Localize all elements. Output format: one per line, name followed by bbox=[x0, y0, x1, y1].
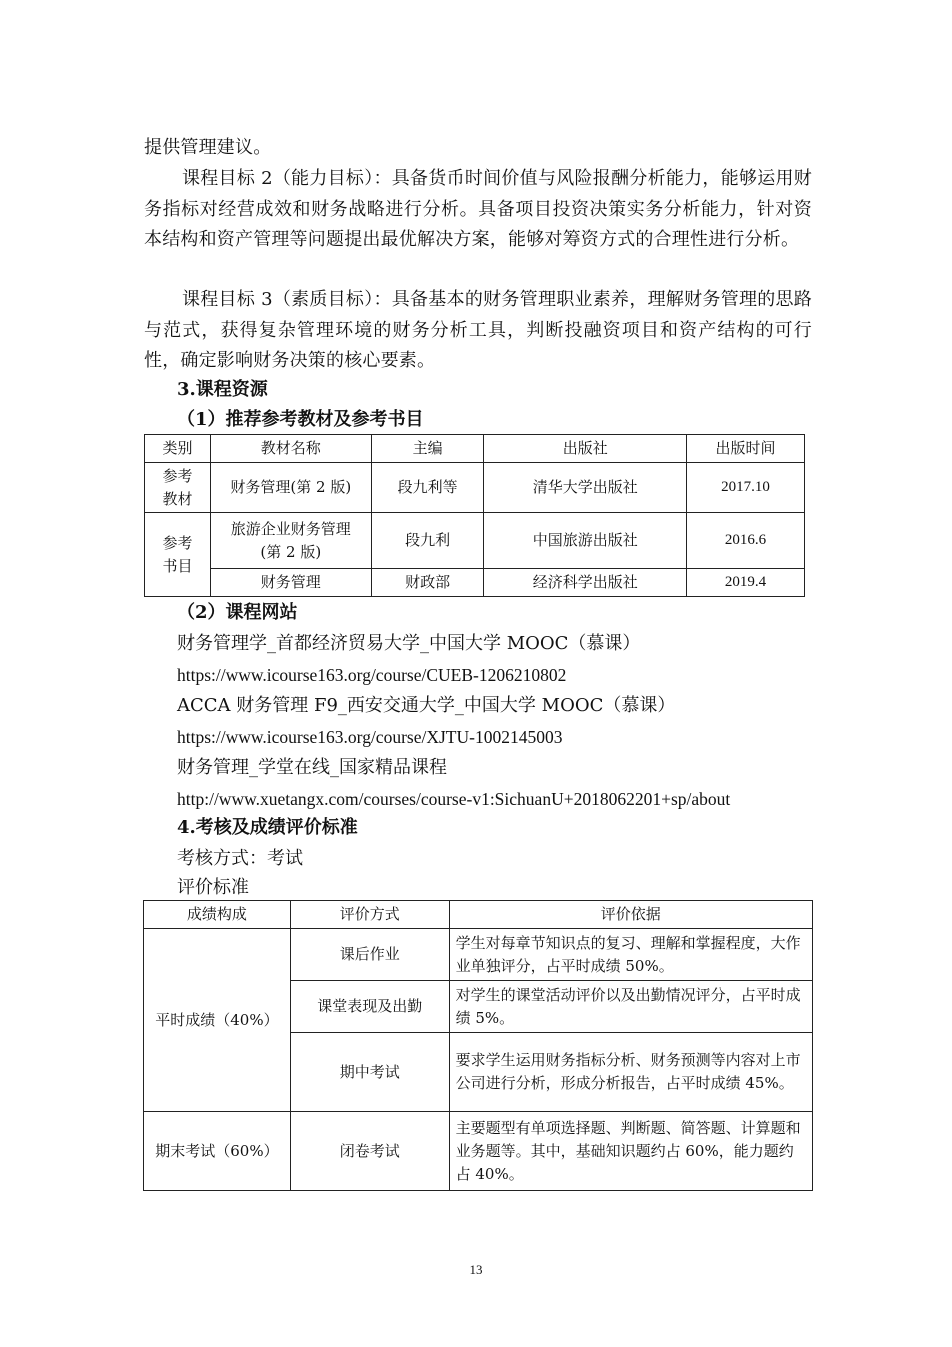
table-header-row bbox=[145, 435, 805, 463]
website-url-link[interactable]: http://www.xuetangx.com/courses/course-v1:SichuanU+2018062201+sp/about bbox=[177, 789, 731, 809]
paragraph-intro-tail: 提供管理建议。 bbox=[144, 137, 272, 158]
website-name: 财务管理_学堂在线_国家精品课程 bbox=[177, 757, 447, 778]
component-cell: 平时成绩（40%） bbox=[144, 929, 291, 1112]
textbooks-table bbox=[144, 434, 805, 597]
column-header: 出版时间 bbox=[687, 435, 805, 463]
basis-cell: 学生对每章节知识点的复习、理解和掌握程度，大作业单独评分，占平时成绩 50%。 bbox=[449, 929, 812, 981]
title-cell: 财务管理 bbox=[210, 569, 371, 597]
paragraph-course-goal-3: 课程目标 3（素质目标）：具备基本的财务管理职业素养，理解财务管理的思路与范式，获得复杂管理环境的财务分析工具，判断投融资项目和资产结构的可行性，确定影响财务决策的核心要素。 bbox=[144, 289, 812, 371]
date-cell: 2017.10 bbox=[687, 463, 805, 513]
publisher-cell: 清华大学出版社 bbox=[484, 463, 687, 513]
section-heading-resources: 3.课程资源 bbox=[177, 379, 268, 400]
category-cell: 参考书目 bbox=[145, 513, 211, 597]
column-header: 评价方式 bbox=[290, 901, 449, 929]
table-row bbox=[144, 1112, 813, 1191]
editor-cell: 段九利等 bbox=[371, 463, 484, 513]
date-cell: 2016.6 bbox=[687, 513, 805, 569]
table-row bbox=[144, 929, 813, 981]
title-cell: 旅游企业财务管理(第 2 版) bbox=[210, 513, 371, 569]
section-heading-assessment: 4.考核及成绩评价标准 bbox=[177, 817, 358, 838]
website-url-link[interactable]: https://www.icourse163.org/course/XJTU-1002145003 bbox=[177, 727, 563, 747]
method-cell: 期中考试 bbox=[290, 1033, 449, 1112]
page-number: 13 bbox=[469, 1262, 483, 1277]
method-cell: 闭卷考试 bbox=[290, 1112, 449, 1191]
publisher-cell: 经济科学出版社 bbox=[484, 569, 687, 597]
paragraph-course-goal-2: 课程目标 2（能力目标）：具备货币时间价值与风险报酬分析能力，能够运用财务指标对经营成效和财务战略进行分析。具备项目投资决策实务分析能力，针对资本结构和资产管理等问题提出最优解决方案，能够对筹资方式的合理性进行分析。 bbox=[144, 168, 812, 250]
website-name: 财务管理学_首都经济贸易大学_中国大学 MOOC（慕课） bbox=[177, 633, 641, 654]
subheading-websites: （2）课程网站 bbox=[177, 602, 298, 623]
website-name: ACCA 财务管理 F9_西安交通大学_中国大学 MOOC（慕课） bbox=[177, 695, 676, 716]
method-cell: 课堂表现及出勤 bbox=[290, 981, 449, 1033]
assessment-method: 考核方式：考试 bbox=[177, 848, 303, 869]
column-header: 类别 bbox=[145, 435, 211, 463]
basis-cell: 要求学生运用财务指标分析、财务预测等内容对上市公司进行分析，形成分析报告，占平时成绩 45%。 bbox=[449, 1033, 812, 1112]
assessment-table bbox=[143, 900, 813, 1191]
column-header: 成绩构成 bbox=[144, 901, 291, 929]
column-header: 评价依据 bbox=[449, 901, 812, 929]
category-cell: 参考教材 bbox=[145, 463, 211, 513]
table-row bbox=[145, 513, 805, 569]
column-header: 出版社 bbox=[484, 435, 687, 463]
component-cell: 期末考试（60%） bbox=[144, 1112, 291, 1191]
table-row bbox=[145, 569, 805, 597]
date-cell: 2019.4 bbox=[687, 569, 805, 597]
title-cell: 财务管理(第 2 版) bbox=[210, 463, 371, 513]
table-row bbox=[145, 463, 805, 513]
method-cell: 课后作业 bbox=[290, 929, 449, 981]
basis-cell: 对学生的课堂活动评价以及出勤情况评分，占平时成绩 5%。 bbox=[449, 981, 812, 1033]
website-url-link[interactable]: https://www.icourse163.org/course/CUEB-1206210802 bbox=[177, 665, 567, 685]
table-header-row bbox=[144, 901, 813, 929]
column-header: 主编 bbox=[371, 435, 484, 463]
editor-cell: 段九利 bbox=[371, 513, 484, 569]
column-header: 教材名称 bbox=[210, 435, 371, 463]
basis-cell: 主要题型有单项选择题、判断题、简答题、计算题和业务题等。其中，基础知识题约占 60%，能力题约占 40%。 bbox=[449, 1112, 812, 1191]
criteria-label: 评价标准 bbox=[177, 877, 249, 898]
publisher-cell: 中国旅游出版社 bbox=[484, 513, 687, 569]
subheading-textbooks: （1）推荐参考教材及参考书目 bbox=[177, 409, 424, 430]
editor-cell: 财政部 bbox=[371, 569, 484, 597]
